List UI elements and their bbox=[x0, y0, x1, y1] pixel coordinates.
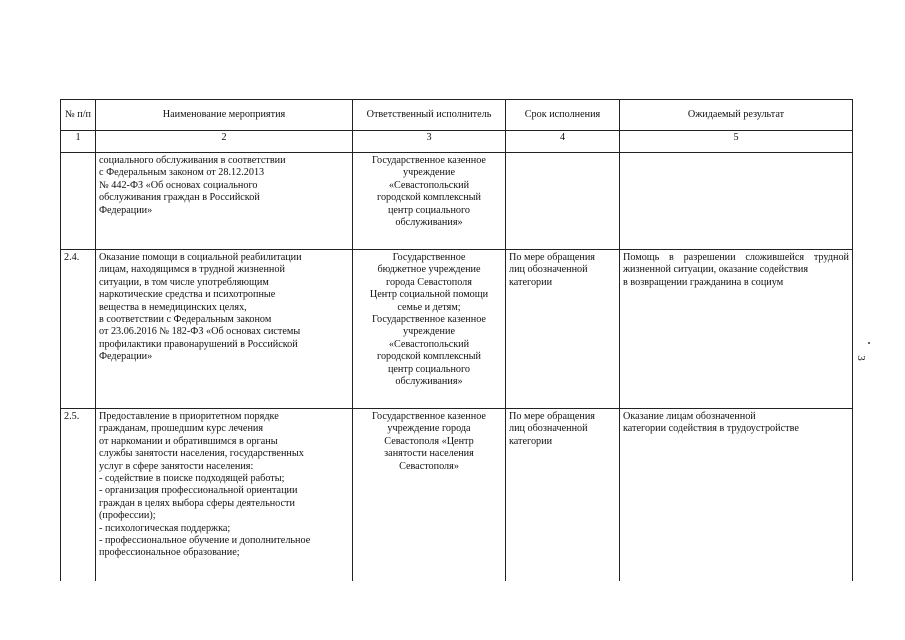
row-number: 2.4. bbox=[61, 250, 96, 409]
page-number: 3 bbox=[854, 355, 867, 361]
column-number: 1 bbox=[61, 131, 96, 153]
row-result bbox=[620, 153, 853, 250]
table-row bbox=[61, 153, 853, 250]
header-result: Ожидаемый результат bbox=[620, 100, 853, 131]
header-number: № п/п bbox=[61, 100, 96, 131]
row-executor: Государственное бюджетное учреждение города Севастополя Центр социальной помощи семье и детям; Государственное казенное учреждение «Севастопольский городской комплексный центр социального обслуживания» bbox=[353, 250, 506, 409]
header-term: Срок исполнения bbox=[506, 100, 620, 131]
table-row bbox=[61, 409, 853, 582]
row-executor: Государственное казенное учреждение «Севастопольский городской комплексный центр социального обслуживания» bbox=[353, 153, 506, 250]
table-row bbox=[61, 250, 853, 409]
column-number: 2 bbox=[96, 131, 353, 153]
row-measure-name: Оказание помощи в социальной реабилитации лицам, находящимся в трудной жизненной ситуации, в том числе употребляющим наркотические средства и психотропные вещества в немедицинских целях, в соответствии с Федеральным законом от 23.06.2016 № 182-ФЗ «Об основах системы профилактики правонарушений в Российской Федерации» bbox=[96, 250, 353, 409]
row-executor: Государственное казенное учреждение города Севастополя «Центр занятости населения Севастополя» bbox=[353, 409, 506, 582]
table-header-row bbox=[61, 100, 853, 131]
column-number: 4 bbox=[506, 131, 620, 153]
row-result: Помощь в разрешении сложившейся трудной жизненной ситуации, оказание содействия в возвращении гражданина в социум bbox=[620, 250, 853, 409]
row-number: 2.5. bbox=[61, 409, 96, 582]
row-number bbox=[61, 153, 96, 250]
scan-dot bbox=[868, 342, 870, 344]
header-executor: Ответственный исполнитель bbox=[353, 100, 506, 131]
header-measure-name: Наименование мероприятия bbox=[96, 100, 353, 131]
row-term: По мере обращения лиц обозначенной категории bbox=[506, 409, 620, 582]
column-numbers-row bbox=[61, 131, 853, 153]
column-number: 3 bbox=[353, 131, 506, 153]
row-measure-name: Предоставление в приоритетном порядке гражданам, прошедшим курс лечения от наркомании и обратившимся в органы службы занятости населения, государственных услуг в сфере занятости населения: - содействие в поиске подходящей работы; - организация профессиональной ориентации граждан в целях выбора сферы деятельности (профессии); - психологическая поддержка; - профессиональное обучение и дополнительное профессиональное образование; bbox=[96, 409, 353, 582]
row-measure-name: социального обслуживания в соответствии с Федеральным законом от 28.12.2013 № 442-ФЗ «Об основах социального обслуживания граждан в Российской Федерации» bbox=[96, 153, 353, 250]
measures-table bbox=[60, 99, 853, 581]
column-number: 5 bbox=[620, 131, 853, 153]
row-term bbox=[506, 153, 620, 250]
row-term: По мере обращения лиц обозначенной категории bbox=[506, 250, 620, 409]
row-result: Оказание лицам обозначенной категории содействия в трудоустройстве bbox=[620, 409, 853, 582]
